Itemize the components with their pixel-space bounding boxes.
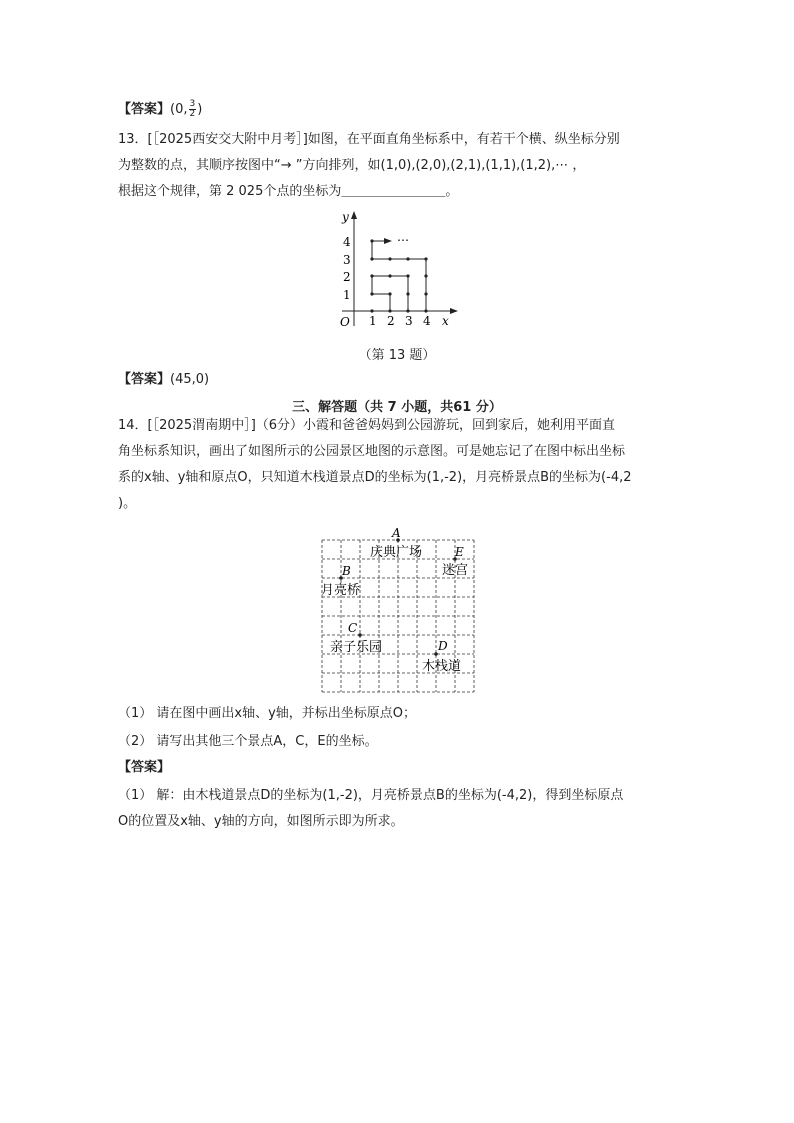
q14-answer-line2: O的位置及x轴、y轴的方向，如图所示即为所求。 <box>118 814 404 829</box>
q13-figure <box>330 208 465 333</box>
q12-answer-line <box>118 100 202 120</box>
x-axis-label: x <box>442 314 449 328</box>
y-axis-arrow <box>351 211 357 219</box>
q13-answer: (45,0) <box>170 372 210 387</box>
q14-answer-label-line <box>118 758 170 778</box>
label-park: 亲子乐园 <box>330 640 383 655</box>
park-map <box>315 522 480 697</box>
q14-text-line4: )。 <box>118 496 137 511</box>
section-title: 三、解答题（共 7 小题，共61 分） <box>292 400 502 415</box>
label-c: C <box>348 621 358 635</box>
label-bridge: 月亮桥 <box>321 583 361 598</box>
answer-label: 【答案】 <box>118 372 171 387</box>
q13-text-line1: 13．[［2025西安交大附中月考］]如图，在平面直角坐标系中，有若干个横、纵坐标分别 <box>118 132 620 147</box>
y-tick-3: 3 <box>343 253 351 267</box>
q12-answer-fraction <box>189 100 197 119</box>
point-c <box>358 633 362 637</box>
q13-caption: （第 13 题） <box>358 348 436 363</box>
q13-answer-line <box>118 370 209 390</box>
origin-label: O <box>340 315 350 329</box>
x-tick-3: 3 <box>405 314 413 328</box>
q14-part1: （1） 请在图中画出x轴、y轴，并标出坐标原点O； <box>118 706 417 721</box>
q14-text-line2: 角坐标系知识，画出了如图所示的公园景区地图的示意图。可是她忘记了在图中标出坐标 <box>118 444 626 459</box>
answer-label: 【答案】 <box>118 760 171 775</box>
q14-text-line1: 14．[［2025渭南期中］]（6分）小霞和爸爸妈妈到公园游玩，回到家后，她利用平面直 <box>118 418 616 433</box>
x-tick-4: 4 <box>423 314 431 328</box>
spiral-path <box>372 241 426 311</box>
q12-answer-prefix: (0, <box>170 102 188 117</box>
spiral-ellipsis: ⋯ <box>397 233 409 247</box>
y-tick-1: 1 <box>343 288 351 302</box>
label-plaza: 庆典广场 <box>370 545 423 560</box>
x-tick-1: 1 <box>369 314 377 328</box>
y-axis-label: y <box>342 210 349 224</box>
q13-text-line2: 为整数的点，其顺序按图中“→ ”方向排列，如(1,0),(2,0),(2,1),(1,1),(1,2),⋯ ， <box>118 158 586 173</box>
label-e: E <box>455 545 464 559</box>
q12-answer-suffix: ) <box>197 102 203 117</box>
x-axis-arrow <box>450 308 458 314</box>
spiral-arrow <box>384 238 392 244</box>
answer-label: 【答案】 <box>118 102 171 117</box>
y-tick-2: 2 <box>343 270 351 284</box>
label-d: D <box>438 639 448 653</box>
label-boardwalk: 木栈道 <box>422 659 462 674</box>
label-b: B <box>342 564 351 578</box>
q14-part2: （2） 请写出其他三个景点A，C，E的坐标。 <box>118 734 378 749</box>
x-tick-2: 2 <box>387 314 395 328</box>
fraction-numerator: 3 <box>189 99 196 109</box>
q14-text-line3: 系的x轴、y轴和原点O，只知道木栈道景点D的坐标为(1,-2)，月亮桥景点B的坐标为(-4,2 <box>118 470 632 485</box>
label-maze: 迷宫 <box>442 563 469 578</box>
q13-text-line3: 根据这个规律，第 2 025个点的坐标为＿＿＿＿＿＿＿＿。 <box>118 184 459 199</box>
y-tick-4: 4 <box>343 235 351 249</box>
label-a: A <box>392 526 401 540</box>
q14-answer-line1: （1） 解：由木栈道景点D的坐标为(1,-2)，月亮桥景点B的坐标为(-4,2)，得到坐标原点 <box>118 788 624 803</box>
fraction-denominator: 2 <box>189 109 196 119</box>
